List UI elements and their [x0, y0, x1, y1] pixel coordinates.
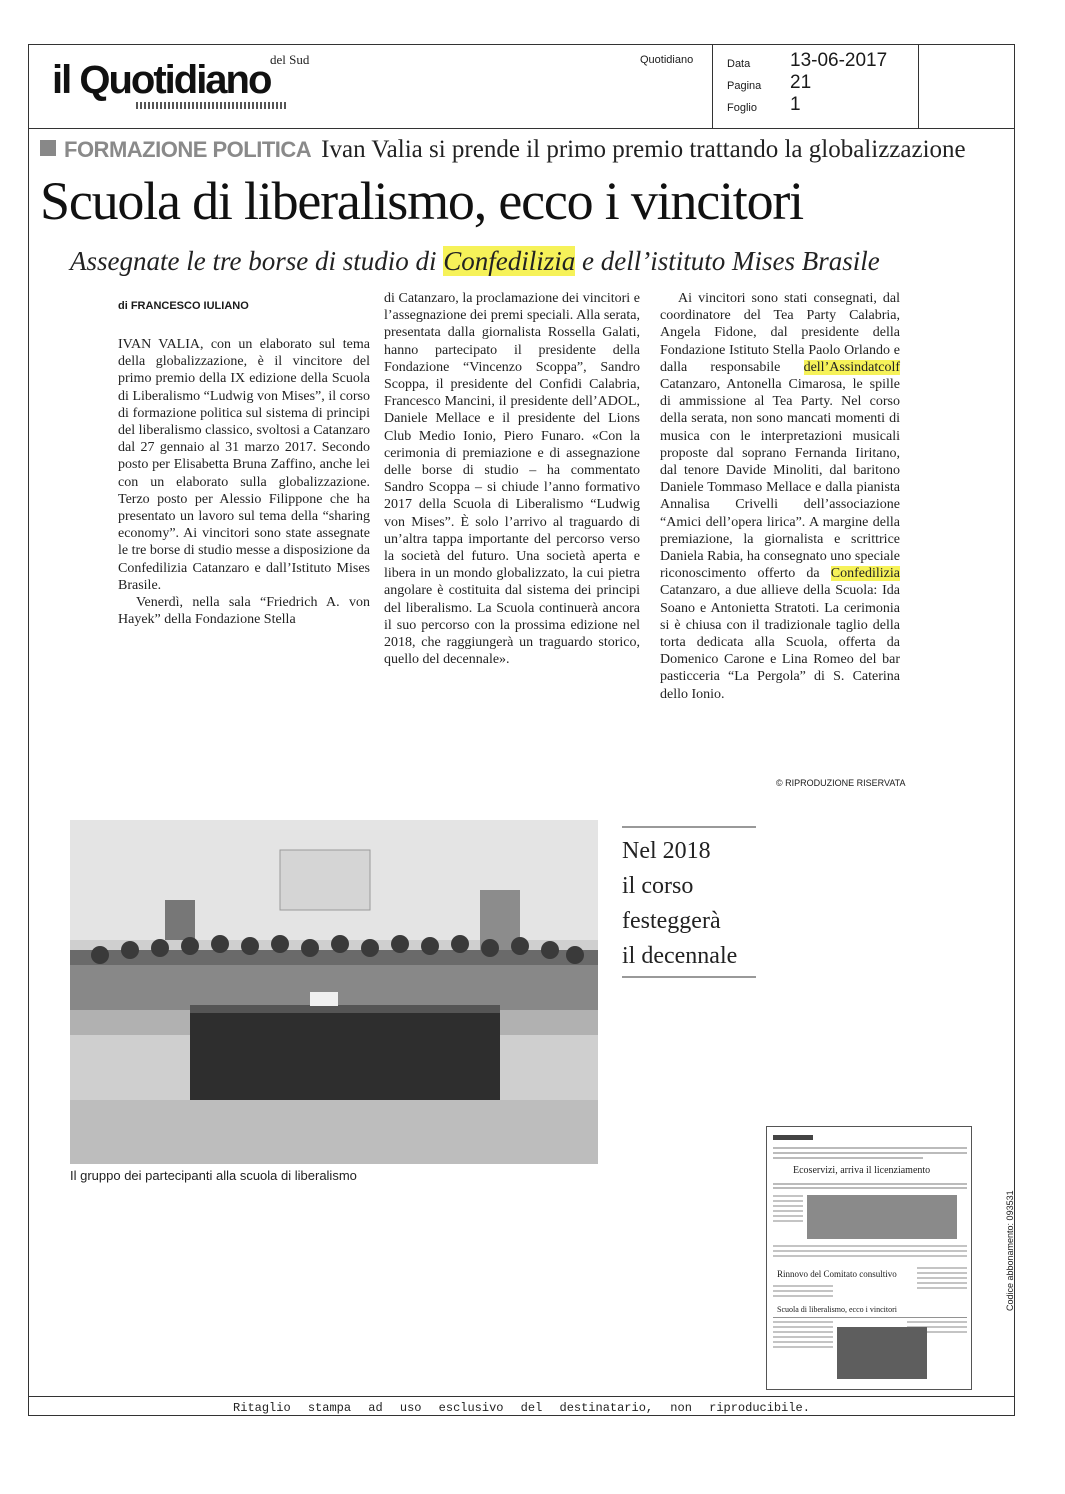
pull-quote-line: Nel 2018	[622, 838, 711, 864]
page-thumbnail	[766, 1126, 972, 1390]
copyright-notice: © RIPRODUZIONE RISERVATA	[776, 778, 906, 788]
logo-subtitle: del Sud	[270, 52, 310, 67]
highlighted-term: Confedilizia	[830, 566, 900, 582]
date-value: 13-06-2017	[790, 50, 888, 71]
subscription-code: Codice abbonamento: 093531	[1005, 1190, 1015, 1311]
thumbnail-headline: Ecoservizi, arriva il licenziamento	[793, 1165, 931, 1176]
subhead-part: Assegnate le tre borse di studio di	[70, 246, 444, 276]
pull-quote-line: il corso	[622, 873, 694, 899]
newspaper-logo	[52, 52, 322, 114]
highlighted-term: dell’Assindatcolf	[803, 359, 900, 375]
logo-tagline-bar	[136, 102, 286, 109]
footer-divider	[28, 1396, 1015, 1397]
header-vertical-divider	[712, 44, 713, 128]
sheet-label: Foglio	[727, 102, 757, 114]
article-column-2	[384, 290, 640, 668]
paragraph: IVAN VALIA, con un elaborato sul tema della globalizzazione, è il vincitore del primo premio della IX edizione della Scuola di Liberalismo “Ludwig von Mises”, il corso di formazione politica sul sistema di principi del liberalismo classico, svoltosi a Catanzaro dal 27 gennaio al 31 marzo 2017. Secondo posto per Elisabetta Bruna Zaffino, anche lei con un elaborato sulla globalizzazione. Terzo posto per Alessio Filippone che ha presentato un lavoro sul tema della “sharing economy”. Ai vincitori sono state assegnate le tre borse di studio messe a disposizione da Confedilizia Catanzaro e dall’Istituto Mises Brasile.	[118, 337, 370, 593]
article-headline: Scuola di liberalismo, ecco i vincitori	[40, 171, 803, 231]
byline: di FRANCESCO IULIANO	[118, 300, 249, 312]
pull-quote-line: il decennale	[622, 943, 738, 969]
pull-quote-text	[622, 834, 737, 974]
group-photo	[70, 820, 598, 1164]
pull-quote-rule	[622, 976, 756, 978]
paragraph	[660, 290, 900, 703]
square-bullet-icon	[40, 140, 56, 156]
photo-illustration	[70, 820, 598, 1164]
thumbnail-headline: Rinnovo del Comitato consultivo	[777, 1269, 897, 1279]
pull-quote-line: festeggerà	[622, 908, 721, 934]
article-kicker	[40, 136, 1000, 164]
header-divider	[28, 128, 1015, 129]
subhead-part: e dell’istituto Mises Brasile	[575, 246, 880, 276]
article-column-1	[118, 336, 370, 628]
paragraph: di Catanzaro, la proclamazione dei vincitori e l’assegnazione dei premi speciali. Alla serata, presentata dalla giornalista Rossella Galati, hanno partecipato il presidente della Fondazione “Vincenzo Scoppa”, Sandro Scoppa, il presidente del Confidi Calabria, Francesco Mancini, il presidente dell’ADOL, Daniele Mellace e il presidente del Lions Club Medio Ionio, Piero Funaro. «Con la cerimonia di premiazione e di assegnazione delle borse di studio – ha commentato Sandro Scoppa – si chiude l’anno formativo 2017 della Scuola di Liberalismo “Ludwig von Mises”. È solo l’arrivo al traguardo di un’altra tappa importante del percorso verso la società del futuro. Una società aperta e libera in un mondo globalizzato, la cui pietra angolare è costituita dal sistema dei principi del liberalismo. La Scuola continuerà ancora il suo percorso con la prossima edizione nel 2018, che raggiungerà un traguardo storico, quello del decennale».	[384, 291, 640, 668]
thumbnail-headline: Scuola di liberalismo, ecco i vincitori	[777, 1305, 897, 1314]
page-label: Pagina	[727, 80, 762, 92]
pull-quote-rule	[622, 826, 756, 828]
sheet-value: 1	[790, 94, 801, 115]
text-run: Ai vincitori sono stati consegnati, dal coordinatore del Tea Party Calabria, Angela Fidone, dal presidente della Fondazione Istituto Stella Paolo Orlando e dalla responsabile	[660, 291, 900, 375]
header-vertical-divider	[918, 44, 919, 128]
footer-notice: Ritaglio stampa ad uso esclusivo del destinatario, non riproducibile.	[233, 1401, 810, 1415]
kicker-text: Ivan Valia si prende il primo premio trattando la globalizzazione	[321, 136, 966, 163]
photo-caption: Il gruppo dei partecipanti alla scuola di liberalismo	[70, 1168, 357, 1183]
page-value: 21	[790, 72, 812, 93]
paragraph: Venerdì, nella sala “Friedrich A. von Hayek” della Fondazione Stella	[118, 595, 370, 628]
logo-text: il Quotidiano	[52, 58, 271, 102]
article-subhead	[70, 246, 970, 277]
source-type: Quotidiano	[640, 54, 694, 66]
text-run: Catanzaro, a due allieve della Scuola: Ida Soano e Antonietta Stratoti. La cerimonia si è chiusa con il tradizionale taglio della torta dedicata alla Scuola, offerta da Domenico Carone e Lina Romeo del bar pasticceria “La Pergola” di S. Caterina dello Ionio.	[660, 583, 900, 702]
highlighted-term: Confedilizia	[443, 246, 576, 276]
article-column-3	[660, 290, 900, 703]
date-label: Data	[727, 58, 751, 70]
kicker-tag: FORMAZIONE POLITICA	[64, 137, 312, 162]
text-run: Catanzaro, Antonella Cimarosa, le spille di ammissione al Tea Party. Nel corso della serata, non sono mancati momenti di musica con le interpretazioni musicali proposte dal soprano Fernanda Iiritano, dal tenore Davide Minoliti, dal baritono Daniele Tommaso Mellace e dalla pianista Annalisa Crivelli dell’associazione “Amici dell’opera lirica”. A margine della premiazione, la giornalista e scrittrice Daniela Rabia, ha consegnato uno speciale riconoscimento offerto da	[660, 377, 900, 582]
